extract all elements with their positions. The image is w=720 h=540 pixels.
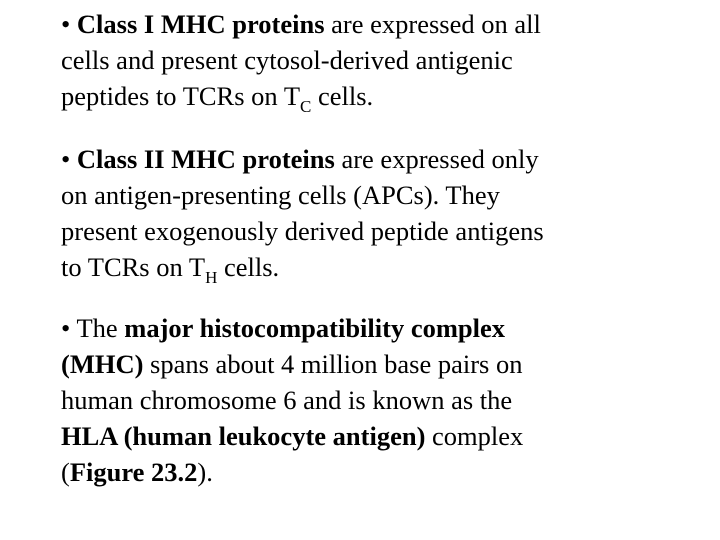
line-text: on antigen-presenting cells (APCs). They (61, 180, 500, 210)
line-text: cells and present cytosol-derived antigenic (61, 45, 513, 75)
line-text: cells. (311, 81, 374, 111)
line-text: ). (197, 457, 213, 487)
figure-reference: Figure 23.2 (69, 457, 198, 487)
bold-term: HLA (human leukocyte antigen) (61, 421, 426, 451)
bold-term: Class I MHC proteins (76, 9, 325, 39)
bullet-mhc-hla (61, 310, 661, 490)
bullet-line (61, 382, 661, 418)
bold-term: Class II MHC proteins (76, 144, 335, 174)
bullet-line (61, 78, 661, 114)
line-text: are expressed only (334, 144, 539, 174)
bullet-line (61, 141, 661, 177)
bullet-line (61, 249, 661, 285)
bullet-line (61, 213, 661, 249)
bold-term: (MHC) (61, 349, 144, 379)
subscript: H (205, 268, 218, 287)
line-text: are expressed on all (324, 9, 541, 39)
line-text: human chromosome 6 and is known as the (61, 385, 513, 415)
line-text: complex (425, 421, 524, 451)
bold-term: major histocompatibility complex (124, 313, 506, 343)
bullet-class-ii-mhc (61, 141, 661, 285)
line-text: peptides to TCRs on T (61, 81, 301, 111)
bullet-line (61, 454, 661, 490)
line-text: present exogenously derived peptide antigens (61, 216, 544, 246)
subscript: C (300, 97, 312, 116)
line-text: ( (61, 457, 70, 487)
bullet-marker: • (61, 9, 71, 39)
line-text: spans about 4 million base pairs on (143, 349, 523, 379)
bullet-line (61, 346, 661, 382)
bullet-line (61, 310, 661, 346)
bullet-class-i-mhc (61, 6, 661, 114)
bullet-line (61, 418, 661, 454)
line-text: The (76, 313, 125, 343)
bullet-line (61, 177, 661, 213)
bullet-line (61, 6, 661, 42)
bullet-marker: • (61, 313, 71, 343)
line-text: cells. (217, 252, 280, 282)
bullet-line (61, 42, 661, 78)
line-text: to TCRs on T (61, 252, 206, 282)
bullet-marker: • (61, 144, 71, 174)
